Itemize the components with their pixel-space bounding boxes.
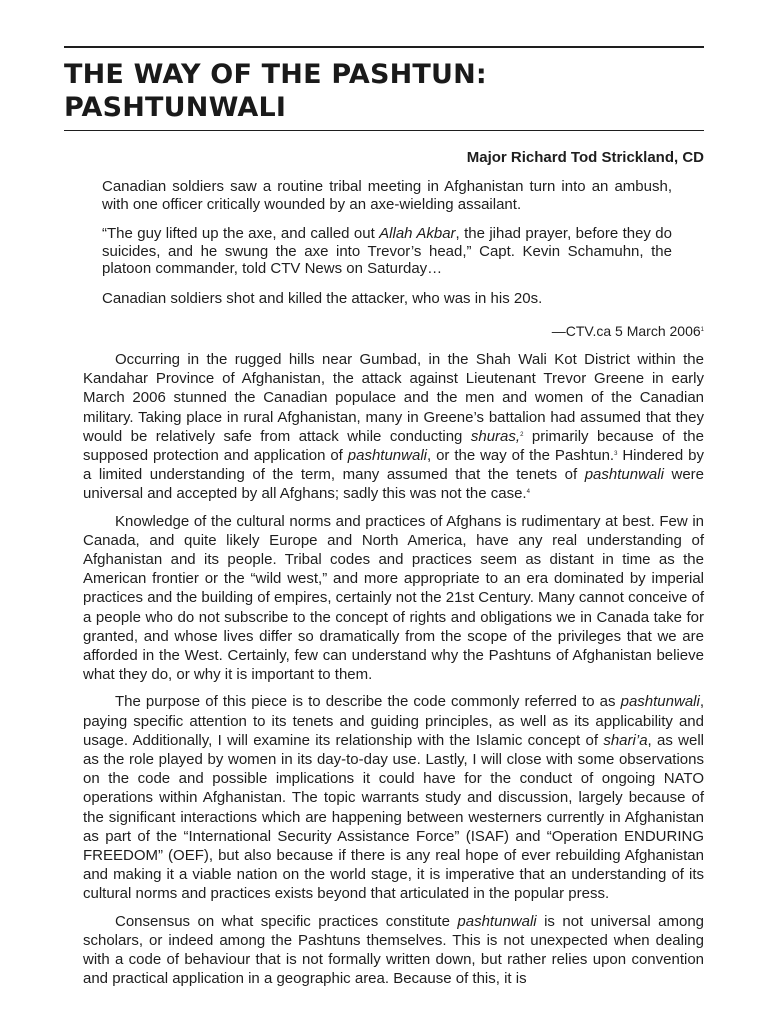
text-run: , or the way of the Pashtun. [426,447,615,465]
text-run: primarily because of the supposed protection and application of [83,427,704,465]
footnote-ref[interactable]: 4 [526,489,530,496]
text-run: were universal and accepted by all Afghans; sadly this was not the case. [83,466,705,503]
emphasis: Allah Akbar [379,225,456,243]
emphasis: pashtunwali [584,466,664,484]
body-paragraph: Knowledge of the cultural norms and practices of Afghans is rudimentary at best. Few in Canada, and quite likely Europe and North America, have any real understanding of Afghanistan and its people. Tribal codes and practices seem as distant in time as the American frontier or the “wild west,” and more appropriate to an era dominated by imperial practices and the building of empires, certainly not the 21st Century. Many cannot conceive of a people who do not subscribe to the concept of rights and obligations we in Canada take for granted, and whose lives differ so dramatically from the scope of the privileges that we are afforded in the West. Certainly, few can understand why the Pashtuns of Afghanistan believe what they do, or why it is important to them. [83,512,704,684]
source-text: —CTV.ca 5 March 2006 [551,323,701,339]
top-rule [64,46,704,48]
epigraph [102,178,672,320]
footnote-ref[interactable]: 1 [700,327,704,333]
title-line-2: PASHTUNWALI [64,92,287,123]
author-byline: Major Richard Tod Strickland, CD [466,149,704,166]
epigraph-paragraph: Canadian soldiers shot and killed the attacker, who was in his 20s. [102,289,543,307]
text-run: , paying specific attention to its tenets and guiding principles, as well as its applicability and usage. Additionally, I will examine its relationship with the Islamic concept of [83,693,704,749]
text-run: Occurring in the rugged hills near Gumbad, in the Shah Wali Kot District within the Kandahar Province of Afghanistan, the attack against Lieutenant Trevor Greene in early March 2006 stunned the Canadian populace and the men and women of the Canadian military. Taking place in rural Afghanistan, many in Greene’s battalion had assumed that they would be relatively safe from attack while conducting [83,351,704,445]
title-line-1: THE WAY OF THE PASHTUN: [64,59,487,90]
text-run: is not universal among scholars, or indeed among the Pashtuns themselves. This is not unexpected when dealing with a code of behaviour that is not formally written down, but rather relies upon convention and practical application in a geographic area. Because of this, it is [83,912,705,988]
text-run: Hindered by a limited understanding of the term, many assumed that the tenets of [83,447,704,484]
text-run: The purpose of this piece is to describe the code commonly referred to as [115,693,621,711]
text-run: Consensus on what specific practices constitute [115,912,458,930]
text-run: , as well as the role played by women in its day-to-day use. Lastly, I will close with some observations on the code and possible implications it could have for the conduct of ongoing NATO operations within Afghanistan. The topic warrants study and discussion, largely because of the significant interactions which are happening between westerners currently in Afghanistan as part of the “International Security Assistance Force” (ISAF) and “Operation ENDURING FREEDOM” (OEF), but also because if there is any real hope of ever rebuilding Afghanistan and making it a viable nation on the world stage, it is imperative that an understanding of its cultural norms and practices exists beyond that articulated in the popular press. [83,731,704,903]
epigraph-source [552,323,704,340]
footnote-ref[interactable]: 2 [520,431,524,438]
title-rule [64,130,704,131]
emphasis: pashtunwali [620,693,700,711]
epigraph-paragraph: Canadian soldiers saw a routine tribal meeting in Afghanistan turn into an ambush, with one officer critically wounded by an axe-wielding assailant. [102,178,672,213]
body-paragraph [83,912,704,989]
article-title [64,58,704,124]
emphasis: pashtunwali [347,447,427,465]
text-run: “The guy lifted up the axe, and called out [102,225,380,243]
epigraph-paragraph [102,225,672,278]
body-paragraph [83,692,704,903]
body-paragraph [83,350,704,504]
emphasis: shari’a [603,731,648,749]
emphasis: shuras, [470,427,521,445]
text-run: , the jihad prayer, before they do suicides, and he swung the axe into Trevor’s head,” Capt. Kevin Schamuhn, the platoon commander, told CTV News on Saturday… [102,225,672,278]
article-body [83,350,704,997]
footnote-ref[interactable]: 3 [614,451,618,458]
emphasis: pashtunwali [457,912,537,930]
